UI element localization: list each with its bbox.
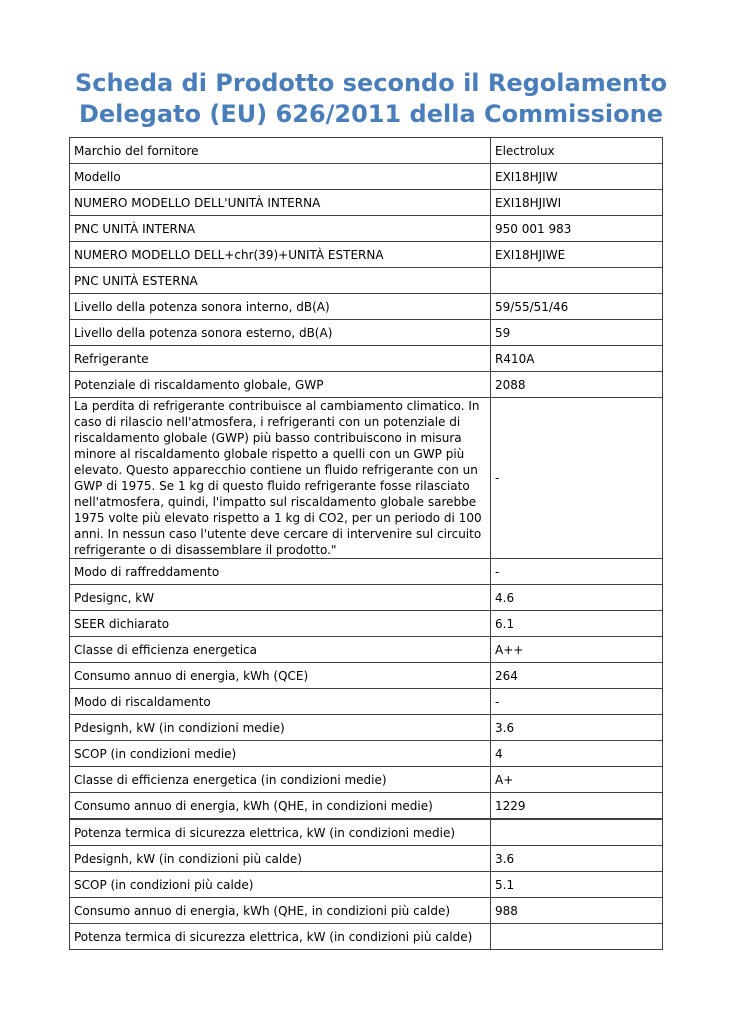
row-label: Modo di raffreddamento: [70, 559, 491, 585]
row-value: [491, 268, 663, 294]
row-value: -: [491, 689, 663, 715]
row-value: EXI18HJIWI: [491, 190, 663, 216]
row-value: 264: [491, 663, 663, 689]
row-label: Modello: [70, 164, 491, 190]
table-row-qhe-warmer: [70, 898, 663, 924]
table-row-heating-mode: [70, 689, 663, 715]
table-row-refrigerant: [70, 346, 663, 372]
row-label: NUMERO MODELLO DELL+chr(39)+UNITÀ ESTERNA: [70, 242, 491, 268]
table-row-gwp: [70, 372, 663, 398]
row-label: Consumo annuo di energia, kWh (QCE): [70, 663, 491, 689]
table-row-scop-average: [70, 741, 663, 767]
row-value: A++: [491, 637, 663, 663]
row-value: -: [491, 559, 663, 585]
row-label: [70, 398, 491, 559]
row-value: 3.6: [491, 715, 663, 741]
row-label: NUMERO MODELLO DELL'UNITÀ INTERNA: [70, 190, 491, 216]
page-title-line-2: Delegato (EU) 626/2011 della Commissione: [78, 100, 664, 128]
row-label: Potenza termica di sicurezza elettrica, kW (in condizioni medie): [70, 819, 491, 846]
row-value: 988: [491, 898, 663, 924]
row-label: SEER dichiarato: [70, 611, 491, 637]
row-value: -: [491, 398, 663, 559]
row-value: A+: [491, 767, 663, 793]
row-label: Classe di efficienza energetica: [70, 637, 491, 663]
row-value: 4: [491, 741, 663, 767]
table-row-outdoor-sound: [70, 320, 663, 346]
table-row-backup-heater-warmer: [70, 924, 663, 950]
row-value: 3.6: [491, 846, 663, 872]
table-row-indoor-model: [70, 190, 663, 216]
table-row-outdoor-model: [70, 242, 663, 268]
row-value: 1229: [491, 793, 663, 820]
row-label: Livello della potenza sonora esterno, dB(A): [70, 320, 491, 346]
refrigerant-notice-text: La perdita di refrigerante contribuisce al cambiamento climatico. In caso di rilascio nell'atmosfera, i refrigeranti con un potenziale di riscaldamento globale (GWP) più basso contribuiscono in misura minore al riscaldamento globale rispetto a quelli con un GWP più elevato. Questo apparecchio contiene un fluido refrigerante con un GWP di 1975. Se 1 kg di questo fluido refrigerante fosse rilasciato nell'atmosfera, quindi, l'impatto sul riscaldamento globale sarebbe 1975 volte più elevato rispetto a 1 kg di CO2, per un periodo di 100 anni. In nessun caso l'utente deve cercare di intervenire sul circuito refrigerante o di disassemblare il prodotto.": [74, 399, 482, 557]
table-row-qce: [70, 663, 663, 689]
table-row-model: [70, 164, 663, 190]
table-row-seer: [70, 611, 663, 637]
table-row-scop-warmer: [70, 872, 663, 898]
row-label: Marchio del fornitore: [70, 138, 491, 164]
table-row-qhe-average: [70, 793, 663, 820]
table-row-heating-energy-class-average: [70, 767, 663, 793]
page-title: [40, 68, 702, 130]
table-row-indoor-pnc: [70, 216, 663, 242]
row-value: 4.6: [491, 585, 663, 611]
table-row-supplier: [70, 138, 663, 164]
row-label: Pdesignc, kW: [70, 585, 491, 611]
table-row-outdoor-pnc: [70, 268, 663, 294]
page-title-line-1: Scheda di Prodotto secondo il Regolamento: [74, 69, 668, 97]
table-row-pdesignc: [70, 585, 663, 611]
table-row-cooling-mode: [70, 559, 663, 585]
row-value: [491, 924, 663, 950]
table-row-backup-heater-average: [70, 819, 663, 846]
row-value: EXI18HJIW: [491, 164, 663, 190]
row-value: 5.1: [491, 872, 663, 898]
row-value: 950 001 983: [491, 216, 663, 242]
row-label: Potenziale di riscaldamento globale, GWP: [70, 372, 491, 398]
row-value: 59: [491, 320, 663, 346]
row-value: 6.1: [491, 611, 663, 637]
row-label: SCOP (in condizioni medie): [70, 741, 491, 767]
row-value: [491, 819, 663, 846]
row-label: PNC UNITÀ ESTERNA: [70, 268, 491, 294]
row-label: Modo di riscaldamento: [70, 689, 491, 715]
row-label: Potenza termica di sicurezza elettrica, kW (in condizioni più calde): [70, 924, 491, 950]
row-value: 59/55/51/46: [491, 294, 663, 320]
row-label: PNC UNITÀ INTERNA: [70, 216, 491, 242]
table-row-indoor-sound: [70, 294, 663, 320]
table-row-cooling-energy-class: [70, 637, 663, 663]
row-label: Consumo annuo di energia, kWh (QHE, in condizioni medie): [70, 793, 491, 820]
row-label: Classe di efficienza energetica (in condizioni medie): [70, 767, 491, 793]
row-label: Consumo annuo di energia, kWh (QHE, in condizioni più calde): [70, 898, 491, 924]
row-label: Livello della potenza sonora interno, dB(A): [70, 294, 491, 320]
row-value: Electrolux: [491, 138, 663, 164]
product-fiche-table: [69, 137, 663, 950]
row-label: SCOP (in condizioni più calde): [70, 872, 491, 898]
table-row-refrigerant-notice: [70, 398, 663, 559]
row-label: Pdesignh, kW (in condizioni più calde): [70, 846, 491, 872]
row-value: EXI18HJIWE: [491, 242, 663, 268]
table-row-pdesignh-warmer: [70, 846, 663, 872]
row-value: 2088: [491, 372, 663, 398]
row-label: Refrigerante: [70, 346, 491, 372]
table-row-pdesignh-average: [70, 715, 663, 741]
row-value: R410A: [491, 346, 663, 372]
row-label: Pdesignh, kW (in condizioni medie): [70, 715, 491, 741]
